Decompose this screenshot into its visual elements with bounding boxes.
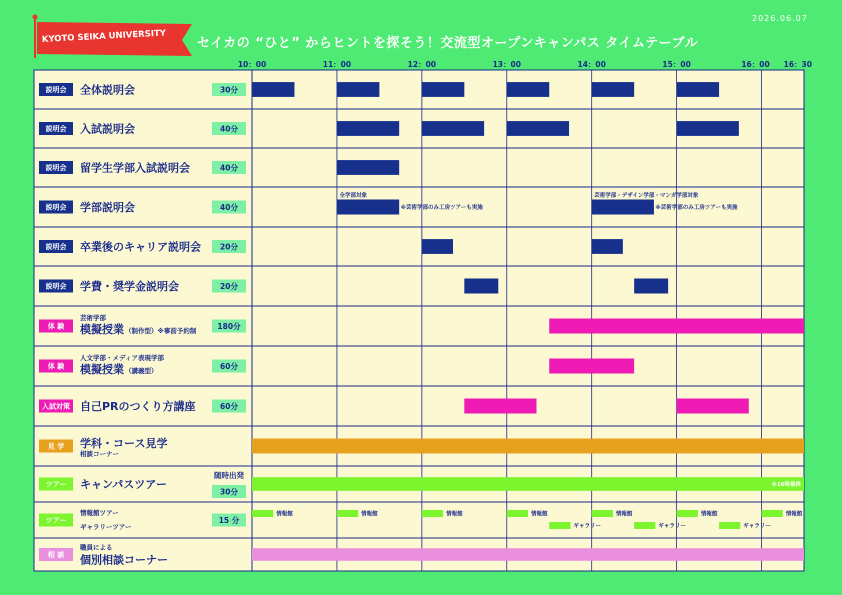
short-tour-bar (507, 510, 528, 517)
short-tour-label: 情報館 (361, 511, 378, 518)
category-badge-label: 体 験 (47, 322, 65, 331)
session-title: 入試説明会 (80, 122, 135, 136)
short-tour-label: ギャラリー (573, 523, 601, 530)
category-badge-label: 説明会 (45, 203, 67, 212)
page-title: セイカの “ひと” からヒントを探そう！交流型オープンキャンパス タイムテーブル (197, 36, 699, 51)
short-tour-label: 情報館 (615, 511, 633, 518)
session-target-note: 芸術学部・デザイン学部・マンガ学部対象 (594, 193, 699, 199)
duration-label: 180分 (217, 322, 241, 331)
time-tick-label: 16：00 (741, 60, 770, 69)
session-title: 卒業後のキャリア説明会 (80, 240, 201, 254)
category-badge-label: 体 験 (47, 362, 65, 371)
logo-text: KYOTO SEIKA UNIVERSITY (41, 28, 167, 45)
session-bar (592, 239, 623, 254)
short-tour-label: ギャラリー (658, 523, 686, 530)
duration-label: 60分 (220, 362, 238, 371)
duration-label: 30分 (220, 85, 238, 95)
session-bar (507, 82, 549, 97)
short-tour-label: 情報館 (531, 511, 548, 518)
session-bar (507, 121, 569, 136)
session-extra-note: ※芸術学部のみ工房ツアーも実施 (655, 205, 738, 211)
duration-label: 30分 (220, 487, 238, 497)
session-title: キャンパスツアー (80, 478, 167, 491)
time-tick-label: 13：00 (492, 60, 521, 69)
session-title: 学費・奨学金説明会 (80, 280, 179, 293)
session-title: 情報館ツアー (80, 509, 119, 517)
category-badge-label: 説明会 (45, 243, 67, 251)
short-tour-bar (592, 510, 613, 517)
session-bar (677, 82, 719, 97)
session-bar (252, 82, 294, 97)
category-badge-label: 説明会 (45, 164, 67, 172)
session-title: 全体説明会 (80, 83, 135, 97)
duration-label: 60分 (220, 402, 238, 411)
session-bar (592, 200, 654, 215)
short-tour-label: ギャラリー (743, 523, 771, 530)
session-bar (337, 160, 399, 175)
category-badge-label: 見 学 (47, 442, 65, 451)
session-bar (464, 399, 536, 414)
bar-note: ※16時最終 (771, 482, 801, 488)
session-bar (464, 279, 498, 294)
session-extra-note: ※芸術学部のみ工房ツアーも実施 (400, 205, 483, 211)
duration-label: 15 分 (218, 516, 240, 525)
session-bar (549, 319, 804, 334)
time-tick-label: 11：00 (322, 60, 352, 69)
short-tour-bar (719, 522, 740, 529)
session-bar (337, 82, 379, 97)
short-tour-label: 情報館 (700, 511, 718, 518)
session-bar (252, 548, 804, 561)
session-title: 個別相談コーナー (80, 553, 168, 567)
duration-label: 40分 (220, 203, 238, 212)
category-badge-label: 入試対策 (42, 402, 70, 411)
short-tour-label: 情報館 (785, 511, 803, 518)
time-tick-label: 12：00 (407, 60, 437, 69)
session-title: 学科・コース見学 (80, 437, 168, 450)
duration-label: 40分 (220, 163, 238, 173)
session-title: 模擬授業 (80, 363, 124, 376)
category-badge-label: 相 談 (47, 551, 65, 559)
time-tick-label: 10：00 (237, 60, 267, 69)
session-title: 自己PRのつくり方講座 (80, 400, 196, 413)
duration-note: 随時出発 (214, 471, 244, 480)
session-bar (422, 239, 453, 254)
session-bar (337, 200, 399, 215)
session-bar (549, 359, 634, 374)
event-date: 2026.06.07 (752, 14, 808, 23)
session-subline: 相談コーナー (80, 450, 119, 458)
category-badge-label: ツアー (45, 516, 67, 525)
university-flag-logo (32, 14, 202, 58)
session-target-note: 全学部対象 (339, 193, 367, 199)
category-badge-label: 説明会 (45, 282, 67, 291)
session-subtitle: 芸術学部 (80, 314, 106, 322)
time-tick-label: 16：30 (783, 60, 812, 69)
time-tick-label: 14：00 (577, 60, 606, 69)
duration-label: 40分 (220, 124, 238, 134)
duration-label: 20分 (220, 242, 238, 252)
category-badge-label: ツアー (45, 480, 67, 489)
short-tour-bar (252, 510, 273, 517)
timetable (34, 58, 812, 583)
category-badge-label: 説明会 (45, 86, 67, 94)
category-badge-label: 説明会 (45, 125, 67, 133)
session-bar (337, 121, 399, 136)
short-tour-bar (762, 510, 783, 517)
short-tour-bar (422, 510, 443, 517)
short-tour-label: 情報館 (446, 511, 463, 518)
session-title-suffix: （講義型） (125, 367, 158, 375)
session-title: 留学生学部入試説明会 (80, 161, 190, 175)
session-title: 模擬授業 (80, 323, 124, 336)
session-bar (252, 477, 804, 491)
session-title-suffix: （制作型）※事前予約制 (125, 327, 197, 335)
short-tour-bar (634, 522, 655, 529)
session-bar (677, 399, 749, 414)
time-tick-label: 15：00 (662, 60, 691, 69)
session-bar (592, 82, 634, 97)
duration-label: 20分 (220, 282, 238, 291)
session-title-2: ギャラリーツアー (80, 523, 132, 531)
session-bar (252, 439, 804, 454)
session-subtitle: 職員による (80, 543, 113, 552)
session-bar (677, 121, 739, 136)
session-subtitle: 人文学部・メディア表現学部 (80, 354, 164, 362)
session-bar (422, 82, 464, 97)
short-tour-bar (677, 510, 698, 517)
session-title: 学部説明会 (80, 201, 135, 214)
session-bar (634, 279, 668, 294)
short-tour-bar (337, 510, 358, 517)
session-bar (422, 121, 484, 136)
short-tour-bar (549, 522, 570, 529)
short-tour-label: 情報館 (276, 511, 293, 518)
